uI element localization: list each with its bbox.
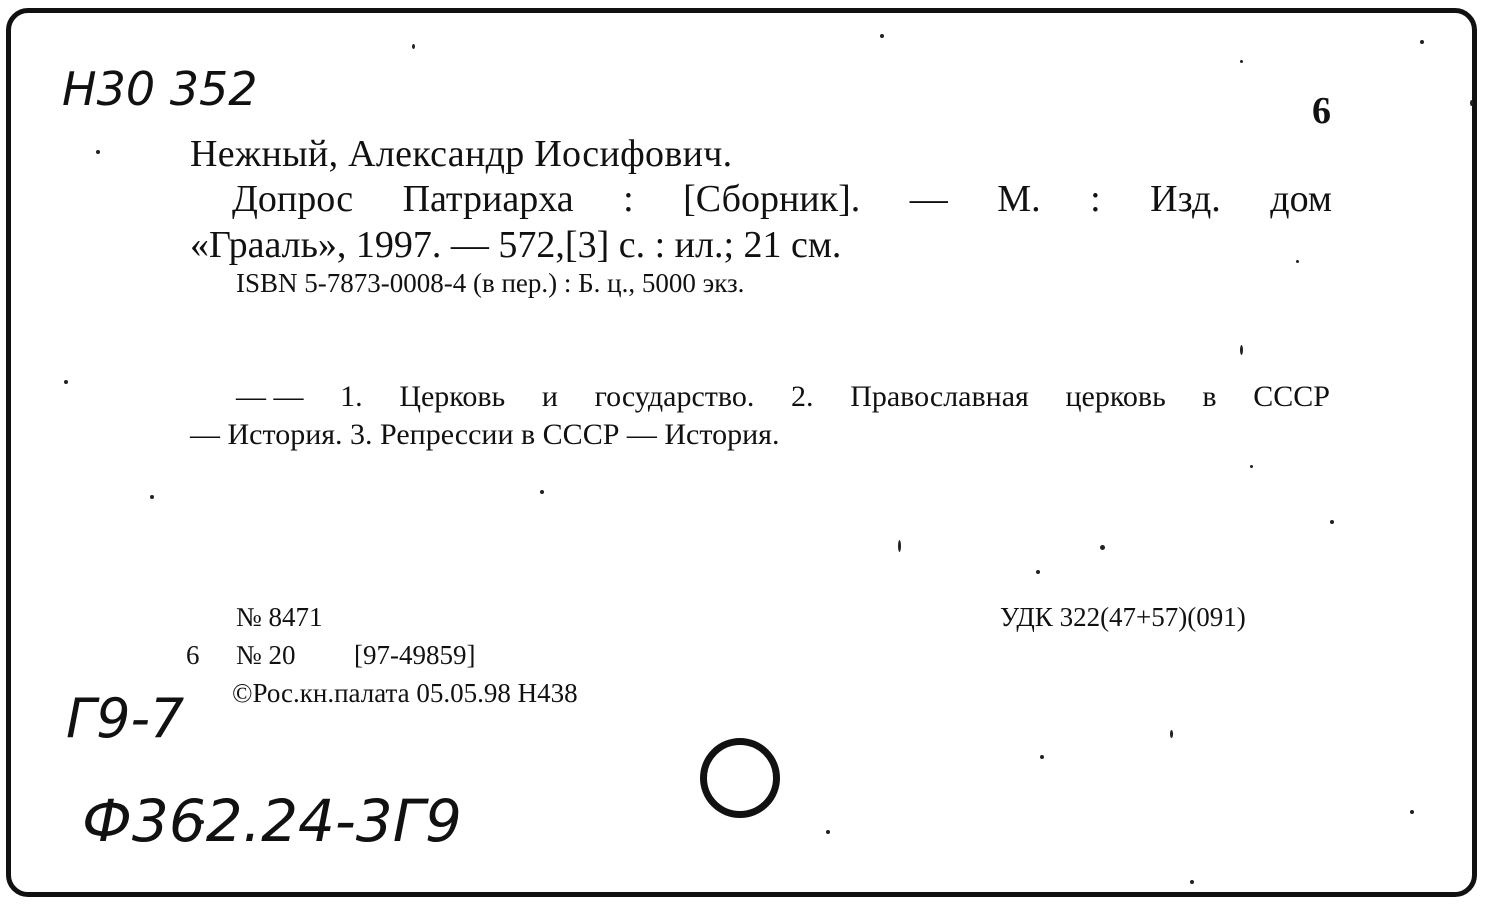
punch-hole (700, 738, 780, 818)
handwritten-shelf-code: Г9-7 (66, 687, 185, 750)
subject-word: государство. (594, 380, 755, 413)
record-number: № 8471 (236, 602, 323, 632)
subject-word: в (1202, 380, 1217, 413)
title-word: [Сборник]. (683, 178, 861, 220)
author-heading: Нежный, Александр Иосифович. (190, 133, 733, 175)
subject-word: 2. (791, 380, 814, 413)
subject-word: — — (236, 380, 304, 413)
isbn-line: ISBN 5-7873-0008-4 (в пер.) : Б. ц., 5000 экз. (236, 268, 745, 298)
subject-word: СССР (1253, 380, 1330, 413)
udc-code: УДК 322(47+57)(091) (1000, 602, 1246, 632)
handwritten-call-number: Н30 352 (62, 62, 258, 116)
title-word: Допрос (232, 178, 354, 220)
title-word: М. (997, 178, 1041, 220)
title-line (232, 180, 1332, 218)
title-word: Патриарха (402, 178, 574, 220)
batch-prefix: 6 (186, 640, 200, 670)
batch-number: № 20 (236, 640, 296, 670)
subject-word: церковь (1065, 380, 1166, 413)
subject-word: и (541, 380, 558, 413)
title-word: — (909, 178, 948, 220)
publisher-line: «Грааль», 1997. — 572,[3] с. : ил.; 21 см. (190, 224, 842, 266)
subject-word: Православная (850, 380, 1029, 413)
title-word: : (1090, 178, 1101, 220)
subject-word: Церковь (399, 380, 506, 413)
title-word: дом (1270, 178, 1332, 220)
copyright-line: ©Рос.кн.палата 05.05.98 Н438 (232, 678, 578, 708)
handwritten-classification: Ф362.24-3Г9 (82, 787, 462, 855)
title-word: : (623, 178, 634, 220)
title-word: Изд. (1150, 178, 1221, 220)
subjects-line-2: — История. 3. Репрессии в СССР — История. (190, 418, 780, 451)
subject-word: 1. (340, 380, 363, 413)
card-number: 6 (1312, 90, 1331, 132)
subjects-line-1 (236, 382, 1330, 412)
batch-code: [97-49859] (354, 640, 476, 670)
